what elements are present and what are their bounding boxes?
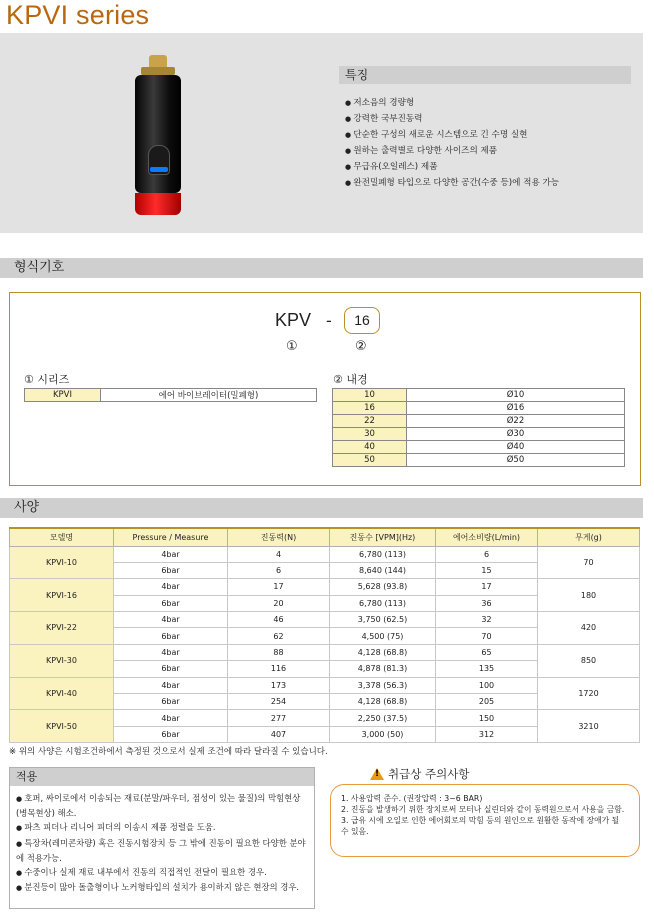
caution-list — [341, 793, 629, 837]
spec-vpm: 3,000 (50) — [330, 726, 436, 742]
model-code-box — [9, 292, 641, 486]
bore-table — [332, 388, 625, 467]
spec-weight: 3210 — [538, 710, 640, 743]
bore-code: 16 — [333, 402, 407, 415]
spec-force: 407 — [228, 726, 330, 742]
spec-air: 36 — [436, 595, 538, 611]
feature-item: ● 강력한 국부진동력 — [345, 111, 635, 127]
spec-weight: 850 — [538, 644, 640, 677]
code-mark-2: ② — [355, 339, 367, 354]
spec-air: 32 — [436, 612, 538, 628]
spec-force: 6 — [228, 562, 330, 578]
application-box — [9, 767, 315, 909]
feature-item: ● 원하는 출력별로 다양한 사이즈의 제품 — [345, 143, 635, 159]
spec-header: 에어소비량(L/min) — [436, 528, 538, 546]
spec-pressure: 6bar — [114, 595, 228, 611]
spec-air: 65 — [436, 644, 538, 660]
warning-icon — [370, 768, 384, 780]
spec-force: 116 — [228, 661, 330, 677]
bore-title: ② 내경 — [333, 373, 368, 386]
application-item: ● 특장차(레미콘차량) 혹은 진동시험장치 등 그 밖에 진동이 필요한 다양한 분야에 적용가능. — [16, 836, 308, 865]
spec-weight: 420 — [538, 612, 640, 645]
spec-header: 진동력(N) — [228, 528, 330, 546]
caution-item: 3. 급유 시에 오일로 인한 에어회로의 막힘 등의 원인으로 원활한 동작에 장애가 될 수 있음. — [341, 816, 620, 836]
caution-heading: 취급상 주의사항 — [388, 767, 470, 781]
spec-force: 173 — [228, 677, 330, 693]
spec-pressure: 4bar — [114, 579, 228, 595]
spec-force: 46 — [228, 612, 330, 628]
spec-pressure: 4bar — [114, 546, 228, 562]
caution-item: 2. 진동을 발생하기 위한 장치로써 모터나 실린더와 같이 동력원으로서 사용을 금함. — [341, 805, 625, 814]
spec-model: KPVI-22 — [10, 612, 114, 645]
spec-pressure: 6bar — [114, 562, 228, 578]
series-title: ① 시리즈 — [24, 373, 70, 386]
spec-air: 312 — [436, 726, 538, 742]
spec-vpm: 3,750 (62.5) — [330, 612, 436, 628]
spec-vpm: 8,640 (144) — [330, 562, 436, 578]
spec-pressure: 4bar — [114, 710, 228, 726]
bore-size: Ø50 — [407, 454, 625, 467]
caution-item: 1. 사용압력 준수. (권장압력 : 3~6 BAR) — [341, 794, 483, 803]
spec-pressure: 6bar — [114, 628, 228, 644]
spec-air: 17 — [436, 579, 538, 595]
spec-air: 205 — [436, 694, 538, 710]
spec-force: 4 — [228, 546, 330, 562]
series-desc: 에어 바이브레이터(밀폐형) — [101, 389, 317, 402]
spec-model: KPVI-50 — [10, 710, 114, 743]
code-dash: - — [326, 311, 332, 330]
bore-code: 10 — [333, 389, 407, 402]
spec-vpm: 4,500 (75) — [330, 628, 436, 644]
page-title: KPVI series — [6, 0, 150, 30]
bore-size: Ø30 — [407, 428, 625, 441]
spec-vpm: 6,780 (113) — [330, 595, 436, 611]
bore-size: Ø22 — [407, 415, 625, 428]
feature-item: ● 단순한 구성의 새로운 시스템으로 긴 수명 실현 — [345, 127, 635, 143]
spec-force: 254 — [228, 694, 330, 710]
feature-item: ● 저소음의 경량형 — [345, 95, 635, 111]
spec-pressure: 4bar — [114, 644, 228, 660]
model-code-heading: 형식기호 — [0, 258, 643, 278]
spec-pressure: 4bar — [114, 612, 228, 628]
product-image — [131, 55, 187, 217]
spec-air: 6 — [436, 546, 538, 562]
spec-header: 무게(g) — [538, 528, 640, 546]
spec-pressure: 6bar — [114, 694, 228, 710]
bore-size: Ø16 — [407, 402, 625, 415]
application-heading: 적용 — [10, 768, 314, 786]
caution-box — [330, 784, 640, 857]
spec-vpm: 5,628 (93.8) — [330, 579, 436, 595]
spec-force: 62 — [228, 628, 330, 644]
spec-weight: 1720 — [538, 677, 640, 710]
bore-code: 22 — [333, 415, 407, 428]
spec-header: 모델명 — [10, 528, 114, 546]
spec-table — [9, 527, 640, 743]
feature-item: ● 무급유(오일레스) 제품 — [345, 159, 635, 175]
application-item: ● 수중이나 실제 재료 내부에서 진동의 직접적인 전달이 필요한 경우. — [16, 865, 308, 880]
application-item: ● 호퍼, 싸이로에서 이송되는 재료(분말/파우더, 점성이 있는 물질)의 막힘현상(병목현상) 해소. — [16, 791, 308, 820]
spec-air: 135 — [436, 661, 538, 677]
spec-model: KPVI-40 — [10, 677, 114, 710]
series-table — [24, 388, 317, 402]
spec-vpm: 2,250 (37.5) — [330, 710, 436, 726]
spec-weight: 70 — [538, 546, 640, 579]
spec-model: KPVI-16 — [10, 579, 114, 612]
application-item: ● 분진등이 많아 돌출형이나 노커형타입의 설치가 용이하지 않은 현장의 경우. — [16, 880, 308, 895]
spec-model: KPVI-30 — [10, 644, 114, 677]
spec-force: 277 — [228, 710, 330, 726]
spec-header: Pressure / Measure — [114, 528, 228, 546]
spec-note: ※ 위의 사양은 시험조건하에서 측정된 것으로서 실제 조건에 따라 달라질 수 있습니다. — [9, 747, 328, 757]
bore-code: 50 — [333, 454, 407, 467]
caution-title — [370, 766, 469, 782]
spec-weight: 180 — [538, 579, 640, 612]
spec-vpm: 4,128 (68.8) — [330, 694, 436, 710]
application-list — [10, 786, 314, 895]
spec-force: 88 — [228, 644, 330, 660]
feature-item: ● 완전밀폐형 타입으로 다양한 공간(수중 등)에 적용 가능 — [345, 175, 635, 191]
bore-code: 40 — [333, 441, 407, 454]
code-mark-1: ① — [286, 339, 298, 354]
spec-force: 17 — [228, 579, 330, 595]
product-hero — [0, 33, 643, 233]
bore-size: Ø40 — [407, 441, 625, 454]
spec-vpm: 4,128 (68.8) — [330, 644, 436, 660]
spec-model: KPVI-10 — [10, 546, 114, 579]
spec-air: 100 — [436, 677, 538, 693]
spec-heading: 사양 — [0, 498, 643, 518]
spec-pressure: 4bar — [114, 677, 228, 693]
spec-air: 150 — [436, 710, 538, 726]
series-code: KPVI — [25, 389, 101, 402]
bore-code: 30 — [333, 428, 407, 441]
features-list — [345, 95, 635, 191]
spec-vpm: 3,378 (56.3) — [330, 677, 436, 693]
spec-pressure: 6bar — [114, 661, 228, 677]
spec-vpm: 6,780 (113) — [330, 546, 436, 562]
application-item: ● 파츠 피더나 리니어 피더의 이송시 제품 정렬을 도움. — [16, 820, 308, 835]
features-heading: 특징 — [339, 66, 631, 84]
spec-air: 70 — [436, 628, 538, 644]
spec-pressure: 6bar — [114, 726, 228, 742]
spec-air: 15 — [436, 562, 538, 578]
code-prefix: KPV — [275, 310, 312, 330]
spec-force: 20 — [228, 595, 330, 611]
spec-vpm: 4,878 (81.3) — [330, 661, 436, 677]
code-number: 16 — [344, 307, 380, 334]
bore-size: Ø10 — [407, 389, 625, 402]
spec-header: 진동수 [VPM](Hz) — [330, 528, 436, 546]
